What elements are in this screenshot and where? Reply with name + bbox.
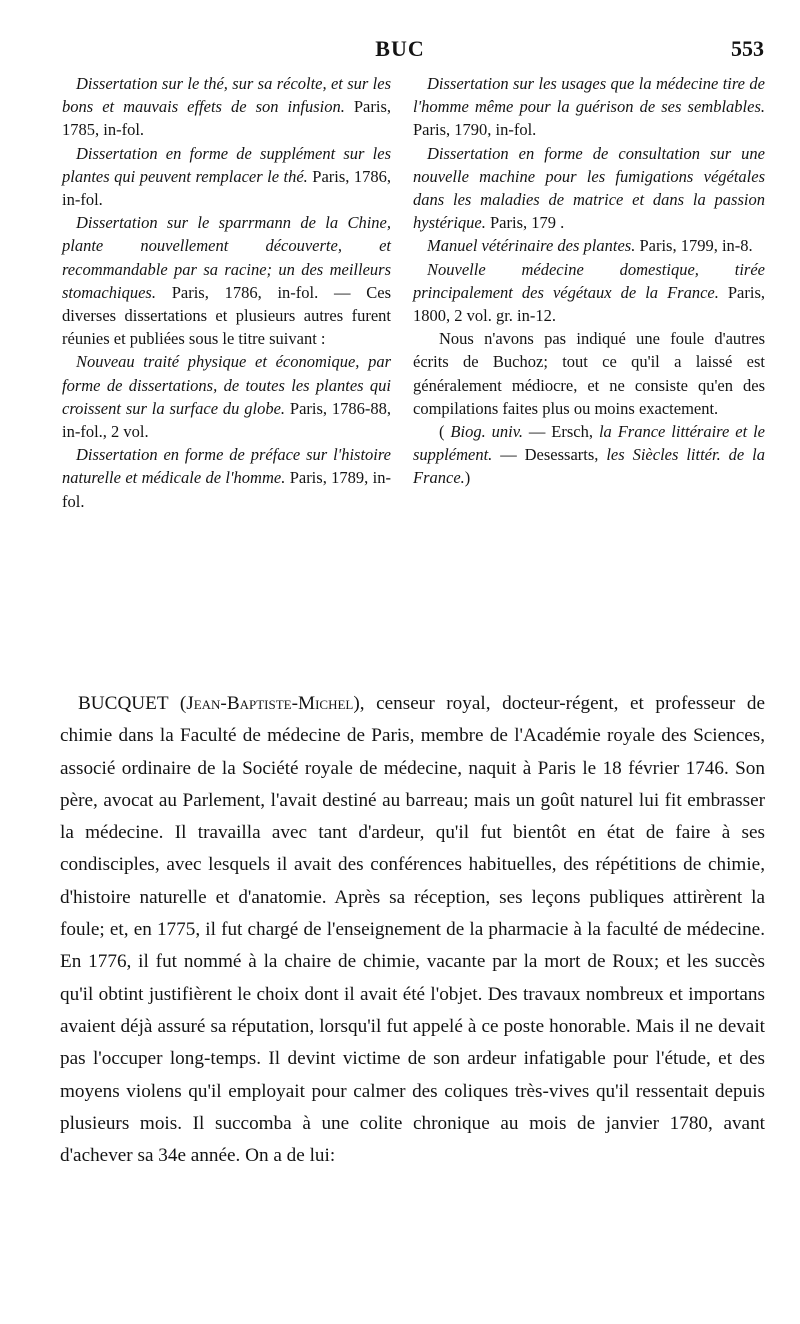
entry-imprint: Paris, 1790, in-fol. [413,120,537,140]
bibliography-entry [413,72,765,142]
entry-title: Dissertation en forme de préface sur l'histoire naturelle et médicale de l'homme. [62,445,391,488]
sources-close: ) [464,468,471,488]
editorial-note: Nous n'avons pas indiqué une foule d'autres écrits de Buchoz; tout ce qu'il a laissé est généralement médiocre, et ne consiste qu'en des compilations faites plus ou moins exactement. [413,329,765,418]
entry-title: Nouveau traité physique et économique, par forme de dissertations, de toutes les plantes qui croissent sur la surface du globe. [62,352,391,418]
entry-imprint: Paris, 1785, in-fol. [62,97,391,140]
right-column [413,72,765,490]
entry-imprint: Paris, 1789, in-fol. [62,468,391,511]
entry-imprint: Paris, 1800, 2 vol. gr. in-12. [413,282,765,326]
left-column [62,72,392,513]
biography-name: BUCQUET [78,693,169,714]
bibliography-entry [62,142,391,212]
biography-forenames: Jean-Baptiste-Michel [186,693,354,714]
entry-title: Dissertation sur le thé, sur sa récolte, et sur les bons et mauvais effets de son infusion. [62,74,391,117]
entry-imprint: Paris, 1786, in-fol. — Ces diverses dissertations et plusieurs autres furent réunies et publiées sous le titre suivant : [62,282,391,349]
entry-title: Manuel vétérinaire des plantes. [427,236,636,256]
entry-title: Dissertation en forme de consultation sur une nouvelle machine pour les fumigations végétales dans les maladies de matrice et dans la passion hystérique. [413,143,765,233]
source-title: la France littéraire et le supplément. [413,422,765,465]
sources-citation [413,420,765,490]
sources-text: — Desessarts, [492,445,607,465]
bibliography-entry [62,72,391,142]
page-header [0,36,800,76]
entry-title: Dissertation sur le sparrmann de la Chine, plante nouvellement découverte, et recommandable par sa racine; un des meilleurs stomachiques. [62,213,391,302]
running-head: BUC [375,36,425,61]
entry-imprint: Paris, 1786, in-fol. [62,166,392,210]
entry-imprint: Paris, 1799, in-8. [635,236,753,256]
source-title: Biog. univ. [450,422,523,442]
bibliography-entry [62,350,391,443]
sources-text: — Ersch, [522,422,599,442]
bibliography-entry [413,234,765,257]
entry-imprint: Paris, 1786-88, in-fol., 2 vol. [62,398,392,442]
bibliography-entry [62,443,391,513]
entry-title: Dissertation en forme de supplément sur les plantes qui peuvent remplacer le thé. [62,143,391,186]
entry-title: Dissertation sur les usages que la médecine tire de l'homme même pour la guérison de ses semblables. [413,74,765,117]
page-number: 553 [731,36,764,61]
bibliography-entry [62,211,391,350]
biography-text: , censeur royal, docteur-régent, et professeur de chimie dans la Faculté de médecine de Paris, membre de l'Académie royale des Sciences, associé ordinaire de la Société royale de médecine, naquit à Paris le 18 février 1746. Son père, avocat au Parlement, l'avait destiné au barreau; mais un goût naturel lui fit embrasser la médecine. Il travailla avec tant d'ardeur, qu'il fut bientôt en état de faire à ses condisciples, avec lesquels il avait des conférences habituelles, des répétitions de chimie, d'histoire naturelle et d'anatomie. Après sa réception, ses leçons publiques attirèrent la foule; et, en 1775, il fut chargé de l'enseignement de la pharmacie à la faculté de médecine. En 1776, il fut nommé à la chaire de chimie, vacante par la mort de Roux; et les succès qu'il obtint justifièrent le choix dont il avait été l'objet. Des travaux nombreux et importans avaient déjà assuré sa réputation, lorsqu'il fut appelé à ce poste honorable. Mais il ne devait pas l'occuper long-temps. Il devint victime de son ardeur infatigable pour l'étude, et des moyens violens qu'il employait pour calmer des coliques très-vives qu'il ressentait depuis plusieurs mois. Il succomba à une colite chronique au mois de janvier 1780, avant d'achever sa 34e année. On a de lui: [60,693,766,1167]
bibliography-entry [413,258,765,328]
source-title: les Siècles littér. de la France. [413,445,765,488]
sources-open: ( [439,422,451,442]
biography-paragraph: BUCQUET (Jean-Baptiste-Michel), censeur royal, docteur-régent, et professeur de chimie dans la Faculté de médecine de Paris, membre de l'Académie royale des Sciences, associé ordinaire de la Société royale de médecine, naquit à Paris le 18 février 1746. Son père, avocat au Parlement, l'avait destiné au barreau; mais un goût naturel lui fit embrasser la médecine. Il travailla avec tant d'ardeur, qu'il fut bientôt en état de faire à ses condisciples, avec lesquels il avait des conférences habituelles, des répétitions de chimie, d'histoire naturelle et d'anatomie. Après sa réception, ses leçons publiques attirèrent la foule; et, en 1775, il fut chargé de l'enseignement de la pharmacie à la faculté de médecine. En 1776, il fut nommé à la chaire de chimie, vacante par la mort de Roux; et les succès qu'il obtint justifièrent le choix dont il avait été l'objet. Des travaux nombreux et importans avaient déjà assuré sa réputation, lorsqu'il fut appelé à ce poste honorable. Mais il ne devait pas l'occuper long-temps. Il devint victime de son ardeur infatigable pour l'étude, et des moyens violens qu'il employait pour calmer des coliques très-vives qu'il ressentait depuis plusieurs mois. Il succomba à une colite chronique au mois de janvier 1780, avant d'achever sa 34e année. On a de lui: [60,693,766,1167]
bibliography-entry [413,142,765,235]
entry-imprint: Paris, 179 . [485,213,565,233]
entry-title: Nouvelle médecine domestique, tirée principalement des végétaux de la France. [413,259,765,302]
